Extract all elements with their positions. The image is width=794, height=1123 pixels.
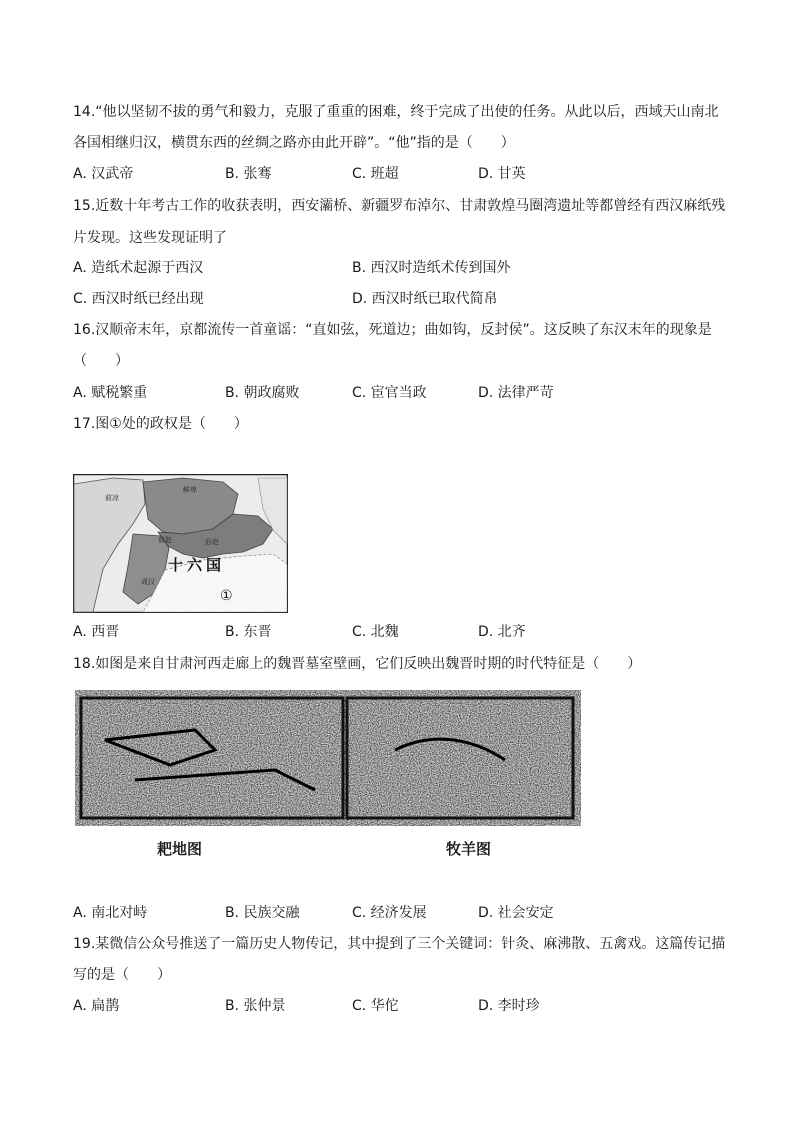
q18-option-c[interactable]: C. 经济发展 (352, 905, 427, 921)
map-marker-1: ① (220, 588, 233, 604)
q16-option-d[interactable]: D. 法律严苛 (478, 385, 554, 401)
map-label-c: 后赵 (205, 538, 219, 546)
q17-option-b[interactable]: B. 东晋 (225, 624, 272, 640)
q17-stem: 17.图①处的政权是（ ） (73, 416, 248, 432)
map-label-b: 鲜卑 (183, 486, 197, 494)
q16-option-a[interactable]: A. 赋税繁重 (73, 385, 148, 401)
q17-option-d[interactable]: D. 北齐 (478, 624, 526, 640)
q19-stem-line2: 写的是（ ） (73, 967, 171, 983)
map-label-e: 成汉 (141, 578, 155, 586)
q18-option-b[interactable]: B. 民族交融 (225, 905, 300, 921)
q18-option-d[interactable]: D. 社会安定 (478, 905, 554, 921)
q19-option-c[interactable]: C. 华佗 (352, 998, 399, 1014)
mural-caption-right: 牧羊图 (446, 840, 492, 858)
q16-stem-line2: （ ） (73, 353, 129, 369)
q15-option-a[interactable]: A. 造纸术起源于西汉 (73, 260, 204, 276)
tomb-mural-image (75, 690, 581, 826)
q19-option-a[interactable]: A. 扁鹊 (73, 998, 120, 1014)
q15-option-c[interactable]: C. 西汉时纸已经出现 (73, 291, 204, 307)
map-label-sixteen-kingdoms: 十六国 (168, 556, 226, 574)
q14-stem-line2: 各国相继归汉，横贯东西的丝绸之路亦由此开辟”。“他”指的是（ ） (73, 135, 515, 151)
q18-stem: 18.如图是来自甘肃河西走廊上的魏晋墓室壁画，它们反映出魏晋时期的时代特征是（ ） (73, 656, 642, 672)
q16-option-c[interactable]: C. 宦官当政 (352, 385, 427, 401)
map-label-d: 前赵 (158, 536, 172, 544)
sixteen-kingdoms-map (73, 474, 288, 613)
q16-stem-line1: 16.汉顺帝末年，京都流传一首童谣：“直如弦，死道边；曲如钩，反封侯”。这反映了东汉末年的现象是 (73, 322, 712, 338)
q19-option-b[interactable]: B. 张仲景 (225, 998, 286, 1014)
q19-stem-line1: 19.某微信公众号推送了一篇历史人物传记，其中提到了三个关键词：针灸、麻沸散、五禽戏。这篇传记描 (73, 936, 726, 952)
q14-option-d[interactable]: D. 甘英 (478, 166, 526, 182)
q15-option-d[interactable]: D. 西汉时纸已取代简帛 (352, 291, 498, 307)
q15-stem-line1: 15.近数十年考古工作的收获表明，西安灞桥、新疆罗布淖尔、甘肃敦煌马圈湾遗址等都曾经有西汉麻纸残 (73, 198, 726, 214)
q17-option-a[interactable]: A. 西晋 (73, 624, 120, 640)
q16-option-b[interactable]: B. 朝政腐败 (225, 385, 300, 401)
q19-option-d[interactable]: D. 李时珍 (478, 998, 540, 1014)
q18-option-a[interactable]: A. 南北对峙 (73, 905, 148, 921)
q14-stem-line1: 14.“他以坚韧不拔的勇气和毅力，克服了重重的困难，终于完成了出使的任务。从此以后，西域天山南北 (73, 104, 719, 120)
q14-option-b[interactable]: B. 张骞 (225, 166, 272, 182)
q15-stem-line2: 片发现。这些发现证明了 (73, 230, 227, 246)
q14-option-c[interactable]: C. 班超 (352, 166, 399, 182)
mural-caption-left: 耙地图 (157, 840, 203, 858)
map-label-a: 前凉 (105, 494, 119, 502)
q14-option-a[interactable]: A. 汉武帝 (73, 166, 134, 182)
q15-option-b[interactable]: B. 西汉时造纸术传到国外 (352, 260, 511, 276)
q17-option-c[interactable]: C. 北魏 (352, 624, 399, 640)
